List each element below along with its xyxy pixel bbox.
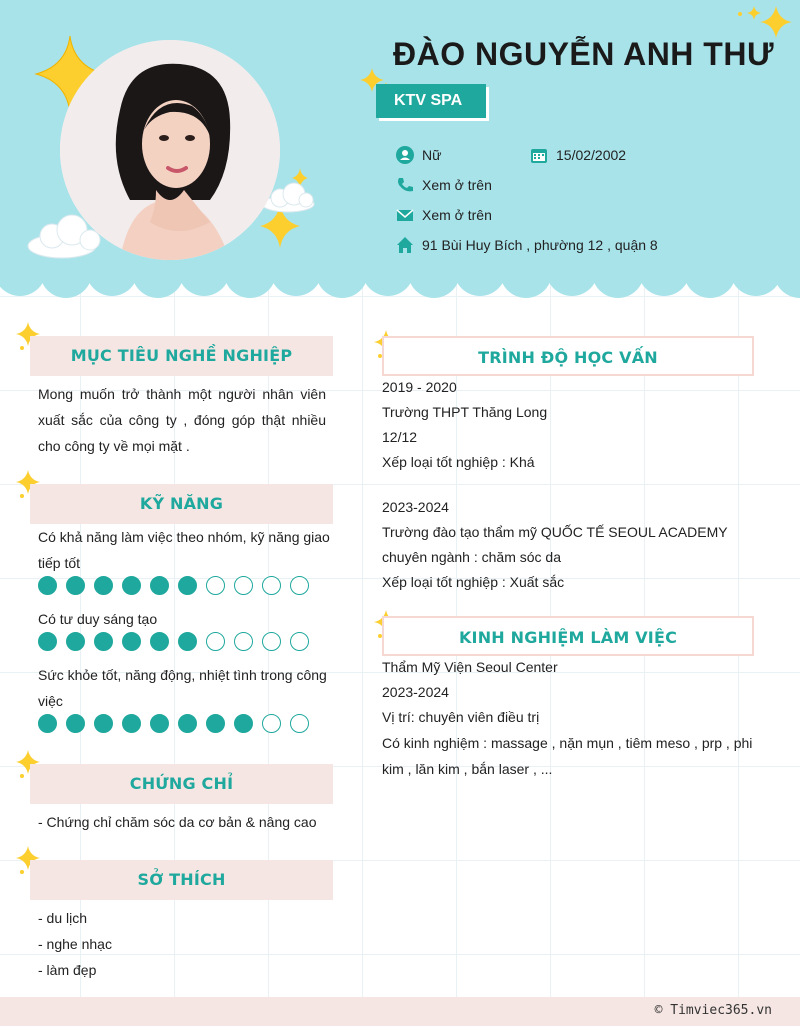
- rating-dot-empty: [262, 576, 281, 595]
- education-detail: chuyên ngành : chăm sóc da: [382, 549, 562, 565]
- skill-name: Có khả năng làm việc theo nhóm, kỹ năng giao tiếp tốt: [38, 529, 330, 571]
- rating-dot-filled: [234, 714, 253, 733]
- hobbies-title: SỞ THÍCH: [30, 860, 333, 900]
- email-row: [396, 206, 492, 224]
- experience-description: Có kinh nghiệm : massage , nặn mụn , tiêm meso , prp , phi kim , lăn kim , bắn laser , ...: [382, 735, 753, 777]
- education-title: TRÌNH ĐỘ HỌC VẤN: [382, 336, 754, 376]
- rating-dot-filled: [122, 714, 141, 733]
- rating-dot-filled: [178, 576, 197, 595]
- rating-dot-filled: [122, 632, 141, 651]
- education-entry: [382, 495, 728, 595]
- skill-name: Có tư duy sáng tạo: [38, 611, 158, 627]
- address-value: 91 Bùi Huy Bích , phường 12 , quận 8: [422, 237, 658, 253]
- certificates-title: CHỨNG CHỈ: [30, 764, 333, 804]
- education-period: 2023-2024: [382, 499, 449, 515]
- calendar-icon: [530, 146, 548, 164]
- rating-dot-filled: [38, 714, 57, 733]
- rating-dot-filled: [206, 714, 225, 733]
- rating-dot-empty: [290, 632, 309, 651]
- rating-dot-empty: [234, 576, 253, 595]
- copyright-text: © Timviec365.vn: [654, 1003, 772, 1018]
- experience-company: Thẩm Mỹ Viện Seoul Center: [382, 659, 558, 675]
- experience-entry: [382, 655, 758, 782]
- rating-dot-filled: [38, 632, 57, 651]
- rating-dot-filled: [38, 576, 57, 595]
- education-period: 2019 - 2020: [382, 379, 457, 395]
- rating-dot-filled: [150, 714, 169, 733]
- rating-dot-filled: [94, 632, 113, 651]
- rating-dot-filled: [178, 714, 197, 733]
- education-result: Xếp loại tốt nghiệp : Khá: [382, 454, 535, 470]
- education-result: Xếp loại tốt nghiệp : Xuất sắc: [382, 574, 565, 590]
- experience-period: 2023-2024: [382, 684, 449, 700]
- skill-name: Sức khỏe tốt, năng động, nhiệt tình trong công việc: [38, 667, 327, 709]
- footer: [0, 997, 800, 1026]
- dob-value: 15/02/2002: [556, 147, 627, 163]
- rating-dot-filled: [94, 576, 113, 595]
- rating-dot-empty: [262, 632, 281, 651]
- envelope-icon: [396, 206, 414, 224]
- rating-dot-filled: [150, 632, 169, 651]
- phone-row: [396, 176, 492, 194]
- rating-dot-filled: [66, 576, 85, 595]
- rating-dot-filled: [66, 632, 85, 651]
- candidate-name: ĐÀO NGUYỄN ANH THƯ: [392, 36, 774, 72]
- address-row: [396, 236, 658, 254]
- objective-title: MỤC TIÊU NGHỀ NGHIỆP: [30, 336, 333, 376]
- objective-text: Mong muốn trở thành một người nhân viên xuất sắc của công ty , đóng góp thật nhiều cho công ty về mọi mặt .: [38, 386, 326, 454]
- rating-dot-empty: [290, 576, 309, 595]
- certificate-item: - Chứng chỉ chăm sóc da cơ bản & nâng cao: [38, 814, 317, 830]
- skill-rating: [38, 714, 309, 733]
- skills-title: KỸ NĂNG: [30, 484, 333, 524]
- rating-dot-empty: [206, 576, 225, 595]
- rating-dot-empty: [206, 632, 225, 651]
- avatar: [60, 40, 280, 260]
- rating-dot-filled: [178, 632, 197, 651]
- experience-title: KINH NGHIỆM LÀM VIỆC: [382, 616, 754, 656]
- rating-dot-empty: [234, 632, 253, 651]
- email-value: Xem ở trên: [422, 207, 492, 223]
- education-school: Trường THPT Thăng Long: [382, 404, 548, 420]
- rating-dot-filled: [66, 714, 85, 733]
- gender-value: Nữ: [422, 147, 442, 163]
- phone-value: Xem ở trên: [422, 177, 492, 193]
- rating-dot-empty: [290, 714, 309, 733]
- education-school: Trường đào tạo thẩm mỹ QUỐC TẾ SEOUL ACADEMY: [382, 524, 728, 540]
- rating-dot-empty: [262, 714, 281, 733]
- gender-row: [396, 146, 441, 164]
- skill-rating: [38, 632, 309, 651]
- hobby-item: - du lịch: [38, 910, 88, 926]
- rating-dot-filled: [150, 576, 169, 595]
- rating-dot-filled: [94, 714, 113, 733]
- education-entry: [382, 375, 547, 475]
- hobby-item: - nghe nhạc: [38, 936, 112, 952]
- education-detail: 12/12: [382, 429, 418, 445]
- dob-row: [530, 146, 626, 164]
- hobby-item: - làm đẹp: [38, 962, 97, 978]
- portrait-photo: [60, 40, 280, 260]
- user-icon: [396, 146, 414, 164]
- experience-position: Vị trí: chuyên viên điều trị: [382, 709, 540, 725]
- rating-dot-filled: [122, 576, 141, 595]
- skill-rating: [38, 576, 309, 595]
- job-title-badge: KTV SPA: [376, 84, 486, 118]
- home-icon: [396, 236, 414, 254]
- phone-icon: [396, 176, 414, 194]
